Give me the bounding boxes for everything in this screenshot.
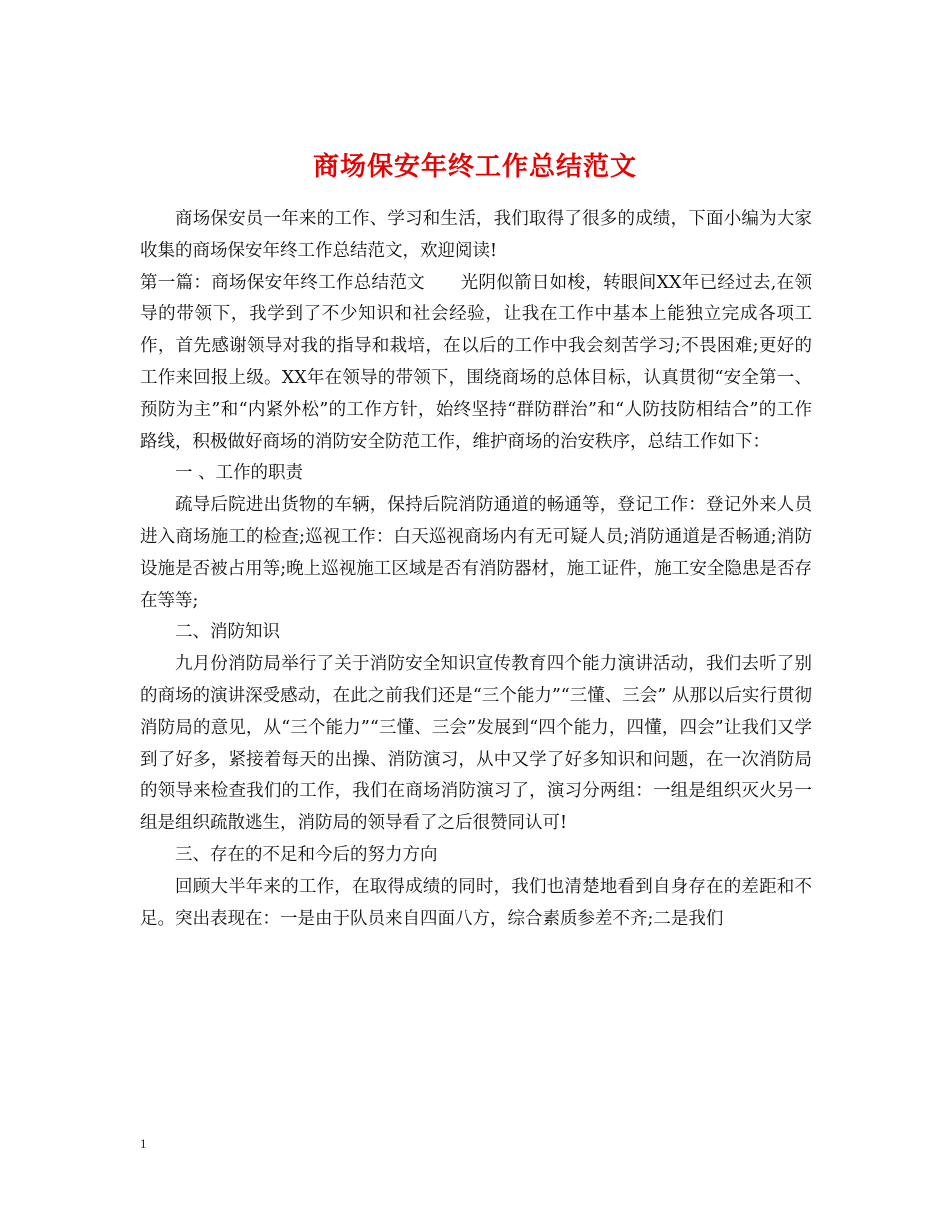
intro-paragraph: 商场保安员一年来的工作、学习和生活，我们取得了很多的成绩，下面小编为大家收集的商场保安年终工作总结范文，欢迎阅读! bbox=[140, 209, 812, 261]
shortcomings-paragraph: 回顾大半年来的工作，在取得成绩的同时，我们也清楚地看到自身存在的差距和不足。突出表现在：一是由于队员来自四面八方，综合素质参差不齐;二是我们 bbox=[140, 876, 812, 929]
section-heading-fire-knowledge: 二、消防知识 bbox=[175, 622, 280, 643]
section-heading-shortcomings: 三、存在的不足和今后的努力方向 bbox=[175, 844, 438, 865]
duties-paragraph: 疏导后院进出货物的车辆，保持后院消防通道的畅通等，登记工作：登记外来人员进入商场施工的检查;巡视工作：白天巡视商场内有无可疑人员;消防通道是否畅通;消防设施是否被占用等;晚上巡视施工区域是否有消防器材，施工证件，施工安全隐患是否存在等等; bbox=[140, 495, 812, 611]
page-number: 1 bbox=[140, 1136, 147, 1151]
document-title: 商场保安年终工作总结范文 bbox=[312, 152, 637, 183]
first-article-paragraph: 第一篇：商场保安年终工作总结范文 光阴似箭日如梭，转眼间XX年已经过去,在领导的带领下，我学到了不少知识和社会经验，让我在工作中基本上能独立完成各项工作，首先感谢领导对我的指导和栽培，在以后的工作中我会刻苦学习;不畏困难;更好的工作来回报上级。XX年在领导的带领下，围绕商场的总体目标，认真贯彻“安全第一、预防为主”和“内紧外松”的工作方针，始终坚持“群防群治”和“人防技防相结合”的工作路线，积极做好商场的消防安全防范工作，维护商场的治安秩序，总结工作如下： bbox=[140, 272, 812, 452]
document-body bbox=[140, 204, 812, 935]
fire-knowledge-paragraph: 九月份消防局举行了关于消防安全知识宣传教育四个能力演讲活动，我们去听了别的商场的演讲深受感动，在此之前我们还是“三个能力”“三懂、三会” 从那以后实行贯彻消防局的意见，从“三个能力”“三懂、三会”发展到“四个能力，四懂，四会”让我们又学到了好多，紧接着每天的出操、消防演习，从中又学了好多知识和问题，在一次消防局的领导来检查我们的工作，我们在商场消防演习了，演习分两组：一组是组织灭火另一组是组织疏散逃生，消防局的领导看了之后很赞同认可! bbox=[140, 654, 812, 834]
section-heading-duties: 一 、工作的职责 bbox=[175, 463, 304, 484]
